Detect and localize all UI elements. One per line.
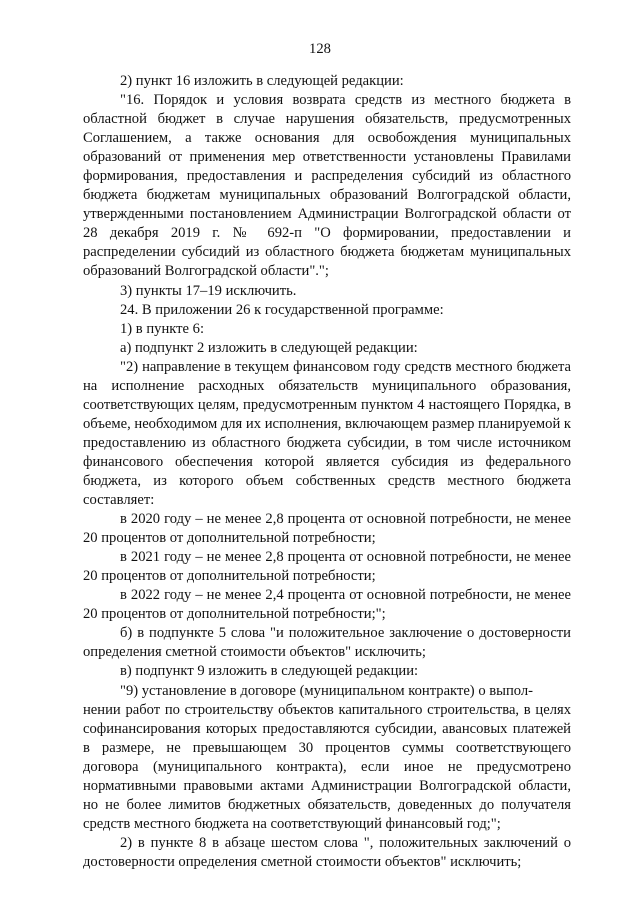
paragraph-item-16-heading: 2) пункт 16 изложить в следующей редакции: bbox=[120, 73, 404, 89]
paragraph-year-2021: в 2021 году – не менее 2,8 процента от основной потребности, не менее 20 процентов от дополнительной потребности; bbox=[83, 549, 571, 585]
paragraph-year-2020: в 2020 году – не менее 2,8 процента от основной потребности, не менее 20 процентов от дополнительной потребности; bbox=[83, 511, 571, 547]
paragraph-subpoint-2-text: "2) направление в текущем финансовом году средств местного бюджета на исполнение расходных обязательств муниципального образования, соответствующих целям, предусмотренным пунктом 4 настоящего Порядка, в объеме, необходимом для их исполнения, включающем размер планируемой к предоставлению из областного бюджета субсидии, в том числе источником финансового обеспечения которой является субсидия из федерального бюджета, из которого объем собственных средств местного бюджета составляет: bbox=[83, 358, 571, 509]
paragraph-item-16-text: "16. Порядок и условия возврата средств из местного бюджета в областной бюджет в случае нарушения обязательств, предусмотренных Соглашением, а также основания для освобождения муниципальных образований от применения мер ответственности установлены Правилами формирования, предоставления и распределения субсидий из областного бюджета бюджетам муниципальных образований Волгоградской области, утвержденными постановлением Администрации Волгоградской области от 28 декабря 2019 г. № 692-п "О формировании, предоставлении и распределении субсидий из областного бюджета бюджетам муниципальных образований Волгоградской области"."; bbox=[83, 92, 571, 280]
paragraph-subpoint-2-heading: а) подпункт 2 изложить в следующей редакции: bbox=[120, 339, 418, 356]
paragraph-subpoint-9-text: "9) установление в договоре (муниципальном контракте) о выпол- нении работ по строительству объектов капитального строительства, в целях софинансирования которых предоставляются субсидии, авансовых платежей в размере, не превышающем 30 процентов суммы соответствующего договора (муниципального контракта), если иное не предусмотрено нормативными правовыми актами Администрации Волгоградской области, но не более лимитов бюджетных обязательств, доведенных до получателя средств местного бюджета на соответствующий финансовый год;"; bbox=[83, 682, 571, 832]
paragraph-year-2022: в 2022 году – не менее 2,4 процента от основной потребности, не менее 20 процентов от дополнительной потребности;"; bbox=[83, 587, 571, 623]
paragraph-appendix-26: 24. В приложении 26 к государственной программе: bbox=[120, 301, 444, 318]
paragraph-subpoint-5: б) в подпункте 5 слова "и положительное заключение о достоверности определения сметной стоимости объектов" исключить; bbox=[83, 625, 571, 661]
paragraph-point-6: 1) в пункте 6: bbox=[120, 320, 205, 337]
page-number: 128 bbox=[309, 41, 331, 57]
paragraph-subpoint-9-heading: в) подпункт 9 изложить в следующей редакции: bbox=[120, 663, 419, 680]
document-body bbox=[83, 72, 571, 872]
paragraph-items-17-19-removal: 3) пункты 17–19 исключить. bbox=[120, 282, 297, 299]
paragraph-point-8: 2) в пункте 8 в абзаце шестом слова ", положительных заключений о достоверности определения сметной стоимости объектов" исключить; bbox=[83, 834, 571, 870]
